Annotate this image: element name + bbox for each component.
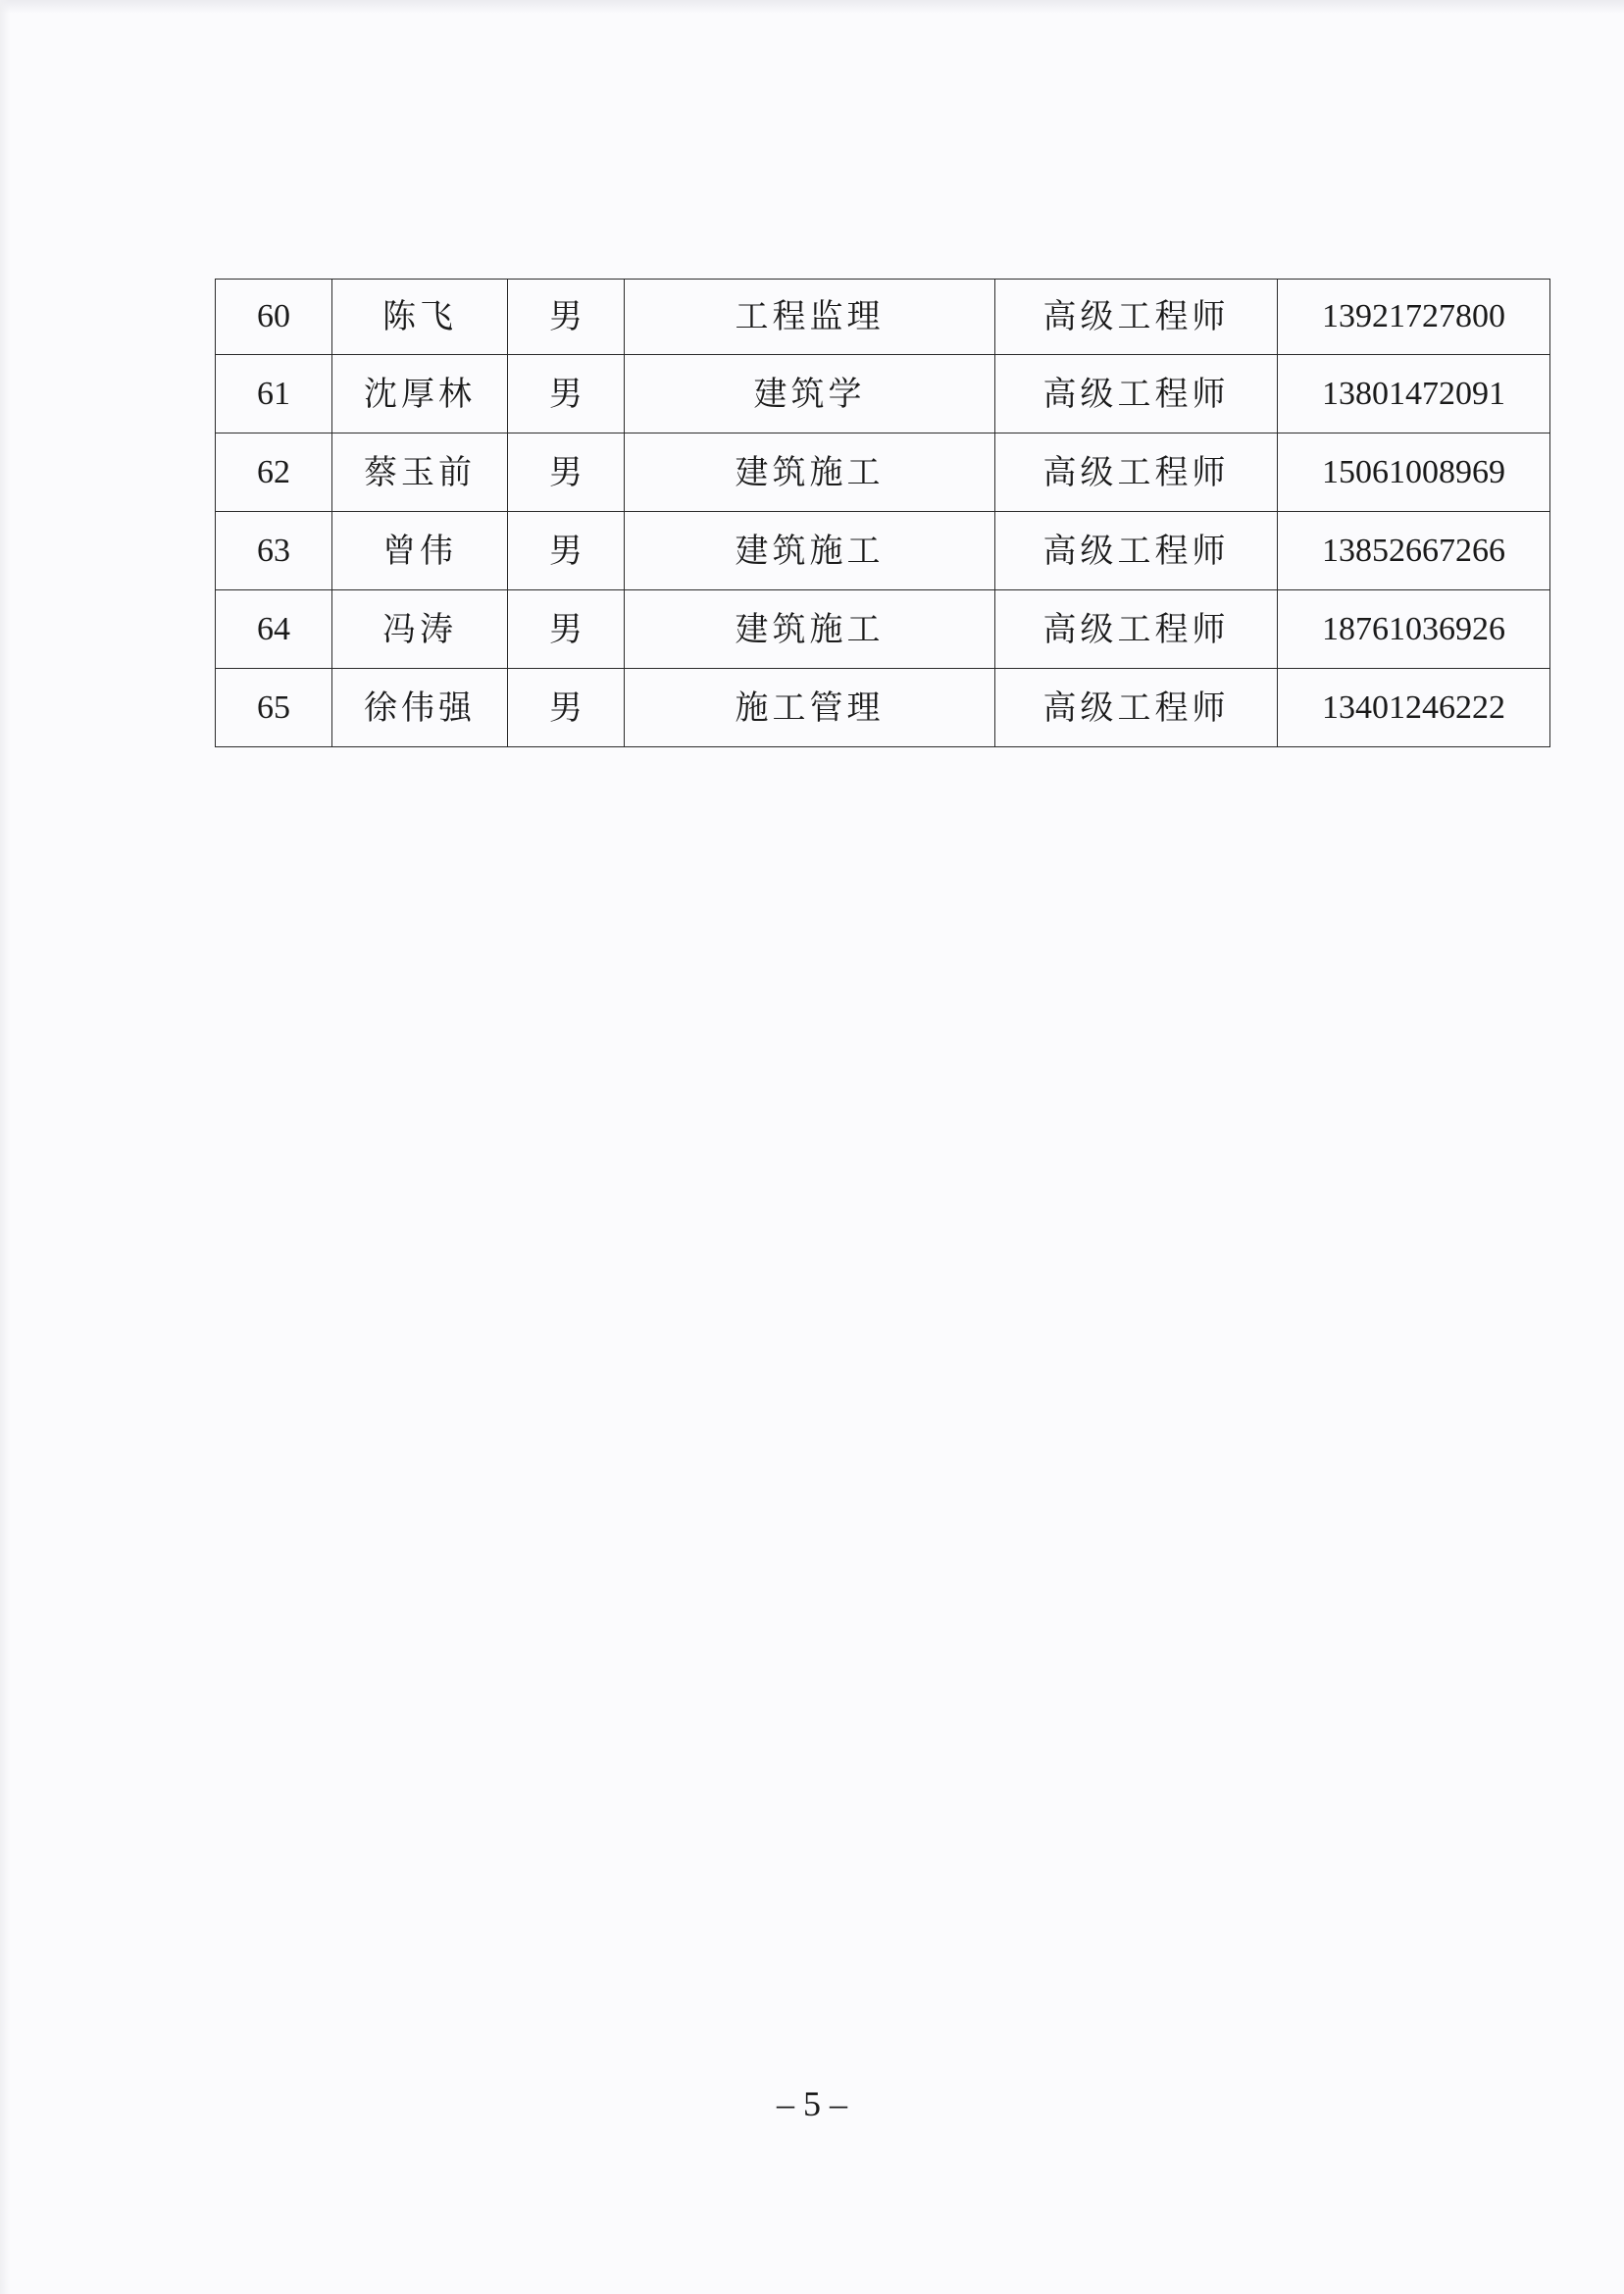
phone-number: 18761036926	[1278, 590, 1550, 669]
phone-number: 13852667266	[1278, 512, 1550, 590]
gender: 男	[508, 512, 625, 590]
expert-roster-table	[215, 279, 1550, 747]
phone-number: 13921727800	[1278, 280, 1550, 355]
row-number: 65	[216, 669, 332, 747]
specialty: 建筑学	[625, 355, 995, 433]
row-number: 63	[216, 512, 332, 590]
scan-top-edge	[0, 0, 1624, 14]
specialty: 建筑施工	[625, 590, 995, 669]
row-number: 62	[216, 433, 332, 512]
person-name: 曾伟	[332, 512, 508, 590]
person-name: 徐伟强	[332, 669, 508, 747]
job-title: 高级工程师	[995, 355, 1278, 433]
phone-number: 13801472091	[1278, 355, 1550, 433]
specialty: 建筑施工	[625, 512, 995, 590]
job-title: 高级工程师	[995, 512, 1278, 590]
row-number: 64	[216, 590, 332, 669]
person-name: 沈厚林	[332, 355, 508, 433]
table-row	[216, 355, 1550, 433]
table-row	[216, 433, 1550, 512]
table-row	[216, 669, 1550, 747]
job-title: 高级工程师	[995, 433, 1278, 512]
person-name: 冯涛	[332, 590, 508, 669]
gender: 男	[508, 669, 625, 747]
gender: 男	[508, 355, 625, 433]
gender: 男	[508, 590, 625, 669]
row-number: 60	[216, 280, 332, 355]
job-title: 高级工程师	[995, 280, 1278, 355]
specialty: 工程监理	[625, 280, 995, 355]
table-row	[216, 280, 1550, 355]
job-title: 高级工程师	[995, 669, 1278, 747]
table-row	[216, 590, 1550, 669]
gender: 男	[508, 280, 625, 355]
phone-number: 15061008969	[1278, 433, 1550, 512]
person-name: 蔡玉前	[332, 433, 508, 512]
gender: 男	[508, 433, 625, 512]
person-name: 陈飞	[332, 280, 508, 355]
scan-left-edge	[0, 0, 10, 2294]
row-number: 61	[216, 355, 332, 433]
specialty: 建筑施工	[625, 433, 995, 512]
specialty: 施工管理	[625, 669, 995, 747]
job-title: 高级工程师	[995, 590, 1278, 669]
table-row	[216, 512, 1550, 590]
page-number: – 5 –	[777, 2084, 847, 2123]
phone-number: 13401246222	[1278, 669, 1550, 747]
